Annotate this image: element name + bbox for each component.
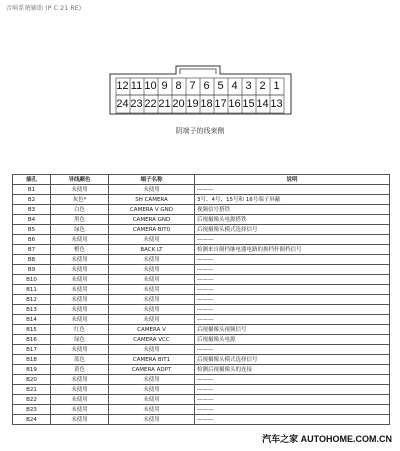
description-cell: 检测来自倒档继电器电路的换档杆倒档信号: [195, 245, 390, 255]
connector-pin-bottom: 14: [256, 98, 269, 110]
wire-color-cell: 未使用: [51, 295, 109, 305]
terminal-cell: B24: [13, 415, 51, 425]
terminal-name-cell: CAMERA V: [109, 325, 195, 335]
terminal-name-cell: BACK LT: [109, 245, 195, 255]
terminal-cell: B20: [13, 375, 51, 385]
description-cell: 后视摄像头电源搭铁: [195, 215, 390, 225]
terminal-name-cell: 未使用: [109, 385, 195, 395]
terminal-name-cell: 未使用: [109, 305, 195, 315]
terminal-cell: B7: [13, 245, 51, 255]
terminal-name-cell: 未使用: [109, 255, 195, 265]
description-cell: 后视摄像头模式选择信号: [195, 225, 390, 235]
connector-pin-top: 7: [189, 80, 196, 92]
description-cell: ———: [195, 255, 390, 265]
terminal-name-cell: 未使用: [109, 295, 195, 305]
wire-color-cell: 橙色: [51, 245, 109, 255]
connector-pin-top: 2: [259, 80, 266, 92]
table-row: [13, 305, 390, 315]
connector-pin-bottom: 20: [172, 98, 185, 110]
table-row: [13, 215, 390, 225]
wire-color-cell: 未使用: [51, 235, 109, 245]
wire-color-cell: 未使用: [51, 305, 109, 315]
wire-color-cell: 未使用: [51, 185, 109, 195]
wire-color-cell: 未使用: [51, 265, 109, 275]
wire-color-cell: 未使用: [51, 395, 109, 405]
table-row: [13, 335, 390, 345]
connector-caption: 阴端子的线束侧: [175, 127, 225, 135]
terminal-cell: B12: [13, 295, 51, 305]
connector-pin-top: 1: [273, 80, 280, 92]
description-cell: ———: [195, 375, 390, 385]
description-cell: 后视摄像头模式选择信号: [195, 355, 390, 365]
description-cell: ———: [195, 395, 390, 405]
description-cell: ———: [195, 415, 390, 425]
connector-pin-bottom: 22: [144, 98, 157, 110]
table-row: [13, 325, 390, 335]
terminal-name-cell: CAMERA VCC: [109, 335, 195, 345]
connector-pin-top: 12: [116, 80, 129, 92]
connector-pin-bottom: 16: [228, 98, 241, 110]
wire-color-cell: 未使用: [51, 315, 109, 325]
header-terminal: 插孔: [13, 175, 51, 185]
terminal-cell: B15: [13, 325, 51, 335]
table-row: [13, 255, 390, 265]
terminal-cell: B3: [13, 205, 51, 215]
wire-color-cell: 黄色: [51, 365, 109, 375]
watermark: 汽车之家 AUTOHOME.COM.CN: [262, 434, 392, 444]
table-row: [13, 285, 390, 295]
connector-pin-top: 6: [203, 80, 210, 92]
terminal-cell: B18: [13, 355, 51, 365]
wire-color-cell: 绿色: [51, 335, 109, 345]
wire-color-cell: 蓝色: [51, 355, 109, 365]
terminal-cell: B21: [13, 385, 51, 395]
terminal-cell: B19: [13, 365, 51, 375]
table-row: [13, 235, 390, 245]
description-cell: ———: [195, 305, 390, 315]
terminal-name-cell: 未使用: [109, 345, 195, 355]
terminal-cell: B4: [13, 215, 51, 225]
terminal-name-cell: CAMERA GND: [109, 215, 195, 225]
table-row: [13, 295, 390, 305]
wire-color-cell: 未使用: [51, 385, 109, 395]
terminal-cell: B10: [13, 275, 51, 285]
wire-color-cell: 黑色: [51, 215, 109, 225]
terminal-cell: B11: [13, 285, 51, 295]
terminal-name-cell: 未使用: [109, 275, 195, 285]
terminal-name-cell: CAMERA ADPT: [109, 365, 195, 375]
terminal-name-cell: 未使用: [109, 405, 195, 415]
header-wire-color: 导线颜色: [51, 175, 109, 185]
description-cell: ———: [195, 185, 390, 195]
description-cell: ———: [195, 345, 390, 355]
table-row: [13, 345, 390, 355]
wire-color-cell: 未使用: [51, 345, 109, 355]
terminal-table: [12, 174, 390, 425]
description-cell: 后视摄像头电源: [195, 335, 390, 345]
terminal-name-cell: 未使用: [109, 285, 195, 295]
table-row: [13, 185, 390, 195]
connector-pin-top: 10: [144, 80, 157, 92]
terminal-cell: B8: [13, 255, 51, 265]
terminal-name-cell: CAMERA BIT1: [109, 355, 195, 365]
wire-color-cell: 未使用: [51, 375, 109, 385]
description-cell: 3号、4号、15号和 16号端子屏蔽: [195, 195, 390, 205]
terminal-cell: B22: [13, 395, 51, 405]
connector-pin-top: 5: [217, 80, 224, 92]
description-cell: ———: [195, 385, 390, 395]
terminal-name-cell: 未使用: [109, 265, 195, 275]
connector-pin-top: 8: [175, 80, 182, 92]
terminal-cell: B17: [13, 345, 51, 355]
header-description: 说明: [195, 175, 390, 185]
connector-pin-bottom: 24: [116, 98, 129, 110]
table-row: [13, 245, 390, 255]
terminal-cell: B2: [13, 195, 51, 205]
header-terminal-name: 端子名称: [109, 175, 195, 185]
table-row: [13, 395, 390, 405]
wire-color-cell: 绿色: [51, 225, 109, 235]
table-row: [13, 415, 390, 425]
table-row: [13, 275, 390, 285]
document-header: 音响系统辅助 (P C 21 RE): [6, 5, 82, 12]
connector-pin-bottom: 17: [214, 98, 227, 110]
table-row: [13, 265, 390, 275]
terminal-cell: B9: [13, 265, 51, 275]
terminal-name-cell: CAMERA V GND: [109, 205, 195, 215]
terminal-name-cell: 未使用: [109, 235, 195, 245]
terminal-name-cell: SH CAMERA: [109, 195, 195, 205]
terminal-cell: B6: [13, 235, 51, 245]
connector-diagram: [108, 64, 293, 116]
terminal-name-cell: CAMERA BIT0: [109, 225, 195, 235]
terminal-name-cell: 未使用: [109, 415, 195, 425]
table-row: [13, 385, 390, 395]
connector-pin-top: 3: [245, 80, 252, 92]
description-cell: ———: [195, 405, 390, 415]
wire-color-cell: 红色: [51, 325, 109, 335]
description-cell: 视频信号搭铁: [195, 205, 390, 215]
terminal-name-cell: 未使用: [109, 185, 195, 195]
table-row: [13, 205, 390, 215]
terminal-name-cell: 未使用: [109, 375, 195, 385]
connector-pin-bottom: 21: [158, 98, 171, 110]
terminal-cell: B16: [13, 335, 51, 345]
wire-color-cell: 灰色*: [51, 195, 109, 205]
description-cell: ———: [195, 235, 390, 245]
description-cell: 检测后视摄像头的连接: [195, 365, 390, 375]
description-cell: ———: [195, 275, 390, 285]
connector-pin-bottom: 19: [186, 98, 199, 110]
table-row: [13, 405, 390, 415]
wire-color-cell: 白色: [51, 205, 109, 215]
description-cell: ———: [195, 285, 390, 295]
terminal-cell: B13: [13, 305, 51, 315]
table-row: [13, 315, 390, 325]
table-row: [13, 195, 390, 205]
wire-color-cell: 未使用: [51, 405, 109, 415]
connector-pin-bottom: 23: [130, 98, 143, 110]
terminal-cell: B14: [13, 315, 51, 325]
terminal-name-cell: 未使用: [109, 315, 195, 325]
connector-pin-top: 9: [161, 80, 168, 92]
connector-pin-top: 11: [130, 80, 143, 92]
terminal-name-cell: 未使用: [109, 395, 195, 405]
connector-pin-top: 4: [231, 80, 238, 92]
wire-color-cell: 未使用: [51, 255, 109, 265]
wire-color-cell: 未使用: [51, 285, 109, 295]
wire-color-cell: 未使用: [51, 275, 109, 285]
table-row: [13, 375, 390, 385]
description-cell: ———: [195, 315, 390, 325]
terminal-cell: B23: [13, 405, 51, 415]
connector-pin-bottom: 15: [242, 98, 255, 110]
description-cell: ———: [195, 265, 390, 275]
connector-pin-bottom: 13: [270, 98, 283, 110]
terminal-cell: B1: [13, 185, 51, 195]
connector-pin-bottom: 18: [200, 98, 213, 110]
description-cell: 后视摄像头视频信号: [195, 325, 390, 335]
table-row: [13, 225, 390, 235]
table-row: [13, 365, 390, 375]
description-cell: ———: [195, 295, 390, 305]
terminal-cell: B5: [13, 225, 51, 235]
wire-color-cell: 未使用: [51, 415, 109, 425]
table-header-row: [13, 175, 390, 185]
table-row: [13, 355, 390, 365]
